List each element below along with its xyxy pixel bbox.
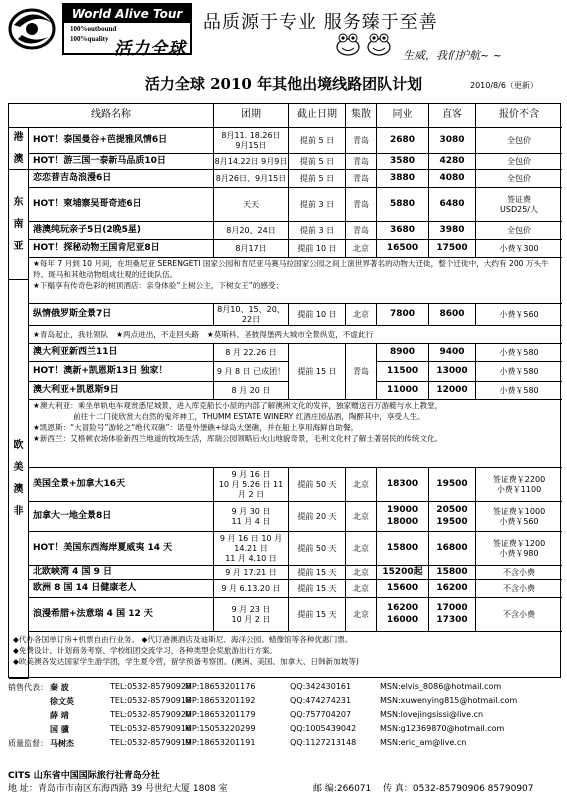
us-eu-row-1-name[interactable]: 美国全景+加拿大16天 <box>29 468 214 502</box>
kenya-note-text-2: 下榻享有传奇色彩的树顶酒店：亲身体验“上树公主，下树女王”的感受； <box>39 281 284 290</box>
page-title: 活力全球 2010 年其他出境线路团队计划 <box>144 75 423 93</box>
us-eu-row-2-name[interactable]: 加拿大一地全景8日 <box>29 502 214 532</box>
contact-row <box>8 710 561 723</box>
bullet: ★ <box>206 330 214 339</box>
aus-row-1-exclusions: 小费￥580 <box>476 344 562 362</box>
contact-msn[interactable]: MSN:xuwenying815@hotmail.com <box>380 696 518 705</box>
fax: 传 真：0532-85790906 85790907 <box>383 784 534 794</box>
tour-row-russia-dates: 8月10、15、20、22日 <box>214 304 289 326</box>
us-eu-row-2-deadline: 提前 20 天 <box>289 502 346 532</box>
bullet: ★ <box>33 330 40 339</box>
aus-deadline: 提前 15 日 <box>289 344 346 400</box>
bullet: ★ <box>116 330 123 339</box>
contact-msn[interactable]: MSN:elvis_8086@hotmail.com <box>380 682 502 691</box>
tour-row-6-dates: 8月17日 <box>214 240 289 258</box>
contact-msn[interactable]: MSN:eric_am@live.cn <box>380 738 467 747</box>
tour-row-3-deadline: 提前 5 日 <box>289 170 346 188</box>
us-eu-row-3-name[interactable]: HOT！美国东西海岸夏威夷 14 天 <box>29 532 214 566</box>
region-char: 澳 <box>13 153 24 165</box>
col-header-trade-price: 同业 <box>377 104 429 128</box>
page-header <box>0 0 567 62</box>
us-eu-row-5-exclusions: 不含小费 <box>476 580 562 598</box>
aus-row-2-direct-price: 13000 <box>429 362 476 382</box>
col-header-dates: 团期 <box>214 104 289 128</box>
us-eu-row-3-hub: 北京 <box>346 532 377 566</box>
contact-tel: TEL:0532-85790916 <box>110 724 192 733</box>
region-char: 东 <box>13 196 24 208</box>
tour-row-4-deadline: 提前 3 日 <box>289 188 346 222</box>
tour-row-2-deadline: 提前 5 日 <box>289 154 346 170</box>
russia-note-text: 青岛起止，我社领队 <box>39 330 109 339</box>
tour-row-5-name[interactable]: 港澳纯玩亲子5日(2晚5星) <box>29 222 214 240</box>
tour-row-3-hub: 青岛 <box>346 170 377 188</box>
contact-name: 国 骥 <box>50 725 69 734</box>
frog-mascot-icon <box>335 32 361 56</box>
tour-row-russia-exclusions: 小费￥560 <box>476 304 562 326</box>
slogan: 品质源于专业 服务臻于至善 <box>203 12 438 33</box>
services-footnotes <box>9 632 562 678</box>
russia-note-text: 两点进出，不走回头路 <box>122 330 199 339</box>
contact-qq: QQ:342430161 <box>290 682 352 691</box>
region-hk-macau <box>9 128 29 170</box>
swirl-logo-icon <box>6 3 58 51</box>
tour-schedule-table <box>8 103 561 678</box>
tour-row-5-hub: 青岛 <box>346 222 377 240</box>
tour-row-5-direct-price: 3980 <box>429 222 476 240</box>
tour-row-2-name[interactable]: HOT！游三国一泰新马品质10日 <box>29 154 214 170</box>
region-char: 澳 <box>13 484 24 495</box>
aus-row-3-direct-price: 12000 <box>429 382 476 400</box>
tour-row-2-dates: 8月14.22日 9月9日 <box>214 154 289 170</box>
us-eu-row-4-hub: 北京 <box>346 566 377 580</box>
tour-row-3-exclusions: 全包价 <box>476 170 562 188</box>
contacts-label: 销售代表： <box>8 683 48 692</box>
contact-mp: MP:18653201192 <box>185 696 256 705</box>
us-eu-row-3-direct-price: 16800 <box>429 532 476 566</box>
aus-note-text: 凯恩斯：“大冒险号”游轮之“绝代双礁”：诺曼外堡礁+绿岛大堡礁，并在船上享用海鲜自助餐。 <box>39 423 359 432</box>
col-header-hub: 集散 <box>346 104 377 128</box>
contact-mp: MP:18653201179 <box>185 710 256 719</box>
aus-row-2-trade-price: 11500 <box>377 362 429 382</box>
us-eu-row-2-hub: 北京 <box>346 502 377 532</box>
bullet: ★ <box>33 401 40 410</box>
contact-qq: QQ:1005439042 <box>290 724 357 733</box>
us-eu-row-4-dates: 9 月 17.21 日 <box>214 566 289 580</box>
tour-row-1-dates: 8月11. 18.26日 9月15日 <box>214 128 289 154</box>
bullet: ◆ <box>13 635 19 644</box>
us-eu-row-5-deadline: 提前 15 天 <box>289 580 346 598</box>
tour-row-russia-name[interactable]: 纵情俄罗斯全景7日 <box>29 304 214 326</box>
us-eu-row-5-direct-price: 16200 <box>429 580 476 598</box>
tour-row-1-hub: 青岛 <box>346 128 377 154</box>
contact-mp: MP:18653201176 <box>185 682 256 691</box>
tour-row-2-exclusions: 全包价 <box>476 154 562 170</box>
us-eu-row-6-name[interactable]: 浪漫希腊+法意瑞 4 国 12 天 <box>29 598 214 632</box>
aus-row-2-exclusions: 小费￥580 <box>476 362 562 382</box>
quality-supervisor-row <box>8 738 561 751</box>
contact-tel: TEL:0532-85790919 <box>110 738 192 747</box>
aus-note-text: 澳大利亚：乘坐单轨电车观赏悉尼城景，进入库克船长小屋的内部了解澳洲文化的发祥，独家赠送百万游艇与水上教堂， <box>39 401 443 410</box>
contact-qq: QQ:474274231 <box>290 696 352 705</box>
contact-name: 徐文英 <box>50 697 74 706</box>
us-eu-row-3-deadline: 提前 50 天 <box>289 532 346 566</box>
logo-line-quality: 100%quality <box>70 35 109 43</box>
tour-row-2-direct-price: 4280 <box>429 154 476 170</box>
col-header-deadline: 截止日期 <box>289 104 346 128</box>
us-eu-row-5-name[interactable]: 欧洲 8 国 14 日健康老人 <box>29 580 214 598</box>
aus-row-3-name[interactable]: 澳大利亚+凯恩斯9日 <box>29 382 214 400</box>
tour-row-6-hub: 北京 <box>346 240 377 258</box>
contact-tel: TEL:0532-85790918 <box>110 696 192 705</box>
tour-row-5-exclusions: 全包价 <box>476 222 562 240</box>
contact-row <box>8 682 561 695</box>
update-date: 2010/8/6（更新） <box>470 81 538 90</box>
region-char: 欧 <box>13 440 24 451</box>
us-eu-row-2-trade-price: 19000 18000 <box>377 502 429 532</box>
logo-chinese-name: 活力全球 <box>114 39 186 59</box>
us-eu-row-2-exclusions: 签证费￥1000 小费￥560 <box>476 502 562 532</box>
us-eu-row-6-exclusions: 不含小费 <box>476 598 562 632</box>
aus-row-1-name[interactable]: 澳大利亚新西兰11日 <box>29 344 214 362</box>
region-char: 南 <box>13 218 24 230</box>
us-eu-row-6-deadline: 提前 15 天 <box>289 598 346 632</box>
contact-name: 秦 波 <box>50 683 69 692</box>
us-eu-row-1-exclusions: 签证费￥2200 小费￥1100 <box>476 468 562 502</box>
logo-line-outbound: 100%outbound <box>70 25 117 33</box>
us-eu-row-2-dates: 9 月 30 日 11 月 4 日 <box>214 502 289 532</box>
bullet: ★ <box>33 281 40 290</box>
us-eu-row-6-hub: 北京 <box>346 598 377 632</box>
aus-note-text: 前往十二门徒欣赏大自然的鬼斧神工，THUMM ESTATE WINERY 红酒庄园品酒，陶醉其中，享受人生。 <box>73 412 425 421</box>
footnote-text: 欧美澳各发达国家学生游学团，学生夏令营，留学预备考察团。(澳洲、美国、加拿大、日韩新加坡等) <box>18 657 359 666</box>
contact-qq: QQ:1127213148 <box>290 738 357 747</box>
contacts-label: 质量监督： <box>8 739 48 748</box>
region-char: 港 <box>13 131 24 143</box>
bullet: ★ <box>33 434 40 443</box>
brand-logo <box>62 3 192 59</box>
tour-row-6-trade-price: 16500 <box>377 240 429 258</box>
aus-hub: 青岛 <box>346 344 377 400</box>
aus-row-3-trade-price: 11000 <box>377 382 429 400</box>
us-eu-row-6-direct-price: 17000 17300 <box>429 598 476 632</box>
tour-row-1-direct-price: 3080 <box>429 128 476 154</box>
us-eu-row-3-exclusions: 签证费￥1200 小费￥980 <box>476 532 562 566</box>
tour-row-6-direct-price: 17500 <box>429 240 476 258</box>
aus-row-3-exclusions: 小费￥580 <box>476 382 562 400</box>
russia-highlights-note <box>29 326 562 344</box>
tour-row-1-trade-price: 2680 <box>377 128 429 154</box>
tour-row-6-deadline: 提前 10 日 <box>289 240 346 258</box>
russia-note-text: 莫斯科、圣彼得堡两大城市全景纵览，不虚此行 <box>213 330 374 339</box>
us-eu-row-4-exclusions: 不含小费 <box>476 566 562 580</box>
tour-row-5-trade-price: 3680 <box>377 222 429 240</box>
us-eu-row-1-direct-price: 19500 <box>429 468 476 502</box>
us-eu-row-5-hub: 北京 <box>346 580 377 598</box>
tour-row-3-trade-price: 3880 <box>377 170 429 188</box>
tagline: 生威，我们护航~ ~ <box>403 49 502 62</box>
region-char: 亚 <box>13 240 24 252</box>
bullet: ◆ <box>13 646 19 655</box>
col-header-direct-price: 直客 <box>429 104 476 128</box>
tour-row-2-trade-price: 3580 <box>377 154 429 170</box>
tour-row-4-trade-price: 5880 <box>377 188 429 222</box>
tour-row-1-exclusions: 全包价 <box>476 128 562 154</box>
aus-row-1-trade-price: 8900 <box>377 344 429 362</box>
tour-row-1-name[interactable]: HOT！泰国曼谷+芭提雅风情6日 <box>29 128 214 154</box>
us-eu-row-1-deadline: 提前 50 天 <box>289 468 346 502</box>
contact-tel: TEL:0532-85790928 <box>110 682 192 691</box>
us-eu-row-6-dates: 9 月 23 日 10 月 2 日 <box>214 598 289 632</box>
contact-row <box>8 696 561 709</box>
contact-row <box>8 724 561 737</box>
bullet: ★ <box>33 423 40 432</box>
contact-mp: MP:15053220299 <box>185 724 256 733</box>
region-char: 非 <box>13 506 24 517</box>
aus-row-2-dates: 9 月 8 日 已成团！ <box>214 362 289 382</box>
us-eu-row-3-trade-price: 15800 <box>377 532 429 566</box>
contact-qq: QQ:757704207 <box>290 710 352 719</box>
kenya-note-text: 每年 7 月到 10 月间，在坦桑尼亚 SERENGETI 国家公园和肯尼亚马赛马拉国家公园之间上演世界著名的动物大迁徙，整个迁徙中，大约有 200 万头牛羚、斑马和其他动物组成壮观的迁徙队伍。 <box>33 259 549 279</box>
tour-row-4-dates: 天天 <box>214 188 289 222</box>
us-eu-row-6-trade-price: 16200 16000 <box>377 598 429 632</box>
tour-row-1-deadline: 提前 5 日 <box>289 128 346 154</box>
frog-mascot-icon <box>366 32 392 56</box>
contact-tel: TEL:0532-85790920 <box>110 710 192 719</box>
us-eu-row-5-dates: 9 月 6.13.20 日 <box>214 580 289 598</box>
aus-row-1-dates: 8 月 22.26 日 <box>214 344 289 362</box>
bullet: ◆ <box>13 657 19 666</box>
zip-code: 邮 编:266071 <box>313 784 372 794</box>
contact-name: 薛 靖 <box>50 711 69 720</box>
aus-note-text: 新西兰：艾格顿农场体验新西兰地道的牧场生活，库瑞公园领略后火山地貌奇景，毛利文化村了解土著居民的传统文化。 <box>39 434 443 443</box>
contact-mp: MP:18653201191 <box>185 738 256 747</box>
bullet: ★ <box>33 259 40 268</box>
address: 地 址：青岛市市南区东海西路 39 号世纪大厦 1808 室 <box>8 784 228 794</box>
col-header-route: 线路名称 <box>9 104 214 128</box>
tour-row-5-dates: 8月20、24日 <box>214 222 289 240</box>
tour-row-5-deadline: 提前 3 日 <box>289 222 346 240</box>
col-header-exclusions: 报价不含 <box>476 104 562 128</box>
company-name <box>8 768 160 781</box>
tour-row-4-direct-price: 6480 <box>429 188 476 222</box>
tour-row-russia-direct-price: 8600 <box>429 304 476 326</box>
tour-row-6-exclusions: 小费￥300 <box>476 240 562 258</box>
tour-row-4-name[interactable]: HOT！柬埔寨吴哥奇迹6日 <box>29 188 214 222</box>
contact-msn[interactable]: MSN:lovejingsissi@live.cn <box>380 710 484 719</box>
footnote-text: 免费设计、计划商务考察、学校组团交流学习，各种类型会奖旅游出行方案。 <box>18 646 278 655</box>
australia-highlights-note <box>29 400 562 468</box>
us-eu-row-4-trade-price: 15200起 <box>377 566 429 580</box>
aus-row-3-dates: 8 月 20 日 <box>214 382 289 400</box>
tour-row-3-dates: 8月26日、9月15日 <box>214 170 289 188</box>
logo-title: World Alive Tour <box>64 5 190 23</box>
tour-row-4-exclusions: 签证费 USD25/人 <box>476 188 562 222</box>
aus-row-1-direct-price: 9400 <box>429 344 476 362</box>
tour-row-russia-deadline: 提前 10 日 <box>289 304 346 326</box>
contact-name: 马树杰 <box>50 739 74 748</box>
us-eu-row-5-trade-price: 15600 <box>377 580 429 598</box>
us-eu-row-1-dates: 9 月 16 日 10 月 5.26 日 11 月 2 日 <box>214 468 289 502</box>
us-eu-row-4-deadline: 提前 15 天 <box>289 566 346 580</box>
tour-row-3-direct-price: 4080 <box>429 170 476 188</box>
us-eu-row-1-hub: 北京 <box>346 468 377 502</box>
region-southeast-asia <box>9 170 29 280</box>
tour-row-3-name[interactable]: 恋恋普吉岛浪漫6日 <box>29 170 214 188</box>
us-eu-row-4-direct-price: 15800 <box>429 566 476 580</box>
company-text: CITS 山东省中国国际旅行社青岛分社 <box>8 771 160 781</box>
tour-row-4-hub: 青岛 <box>346 188 377 222</box>
kenya-highlights-note <box>29 258 562 304</box>
tour-row-russia-hub: 北京 <box>346 304 377 326</box>
aus-row-2-name[interactable]: HOT！澳新+凯恩斯13日 独家！ <box>29 362 214 382</box>
region-europe-america-australia-africa <box>9 280 29 679</box>
footnote-text: 代办各国单订房+机票自由行业务。 ◆代订港澳酒店及迪斯尼、海洋公园、蜡像馆等各种优惠门票。 <box>18 635 353 644</box>
contact-msn[interactable]: MSN:g12369870@hotmail.com <box>380 724 505 733</box>
us-eu-row-4-name[interactable]: 北欧峡湾 4 国 9 日 <box>29 566 214 580</box>
us-eu-row-3-dates: 9 月 16 日 10 月 14.21 日 11 月 4.10 日 <box>214 532 289 566</box>
tour-row-russia-trade-price: 7800 <box>377 304 429 326</box>
region-char: 美 <box>13 462 24 473</box>
tour-row-2-hub: 青岛 <box>346 154 377 170</box>
us-eu-row-2-direct-price: 20500 19500 <box>429 502 476 532</box>
tour-row-6-name[interactable]: HOT！探秘动物王国肯尼亚8日 <box>29 240 214 258</box>
us-eu-row-1-trade-price: 18300 <box>377 468 429 502</box>
